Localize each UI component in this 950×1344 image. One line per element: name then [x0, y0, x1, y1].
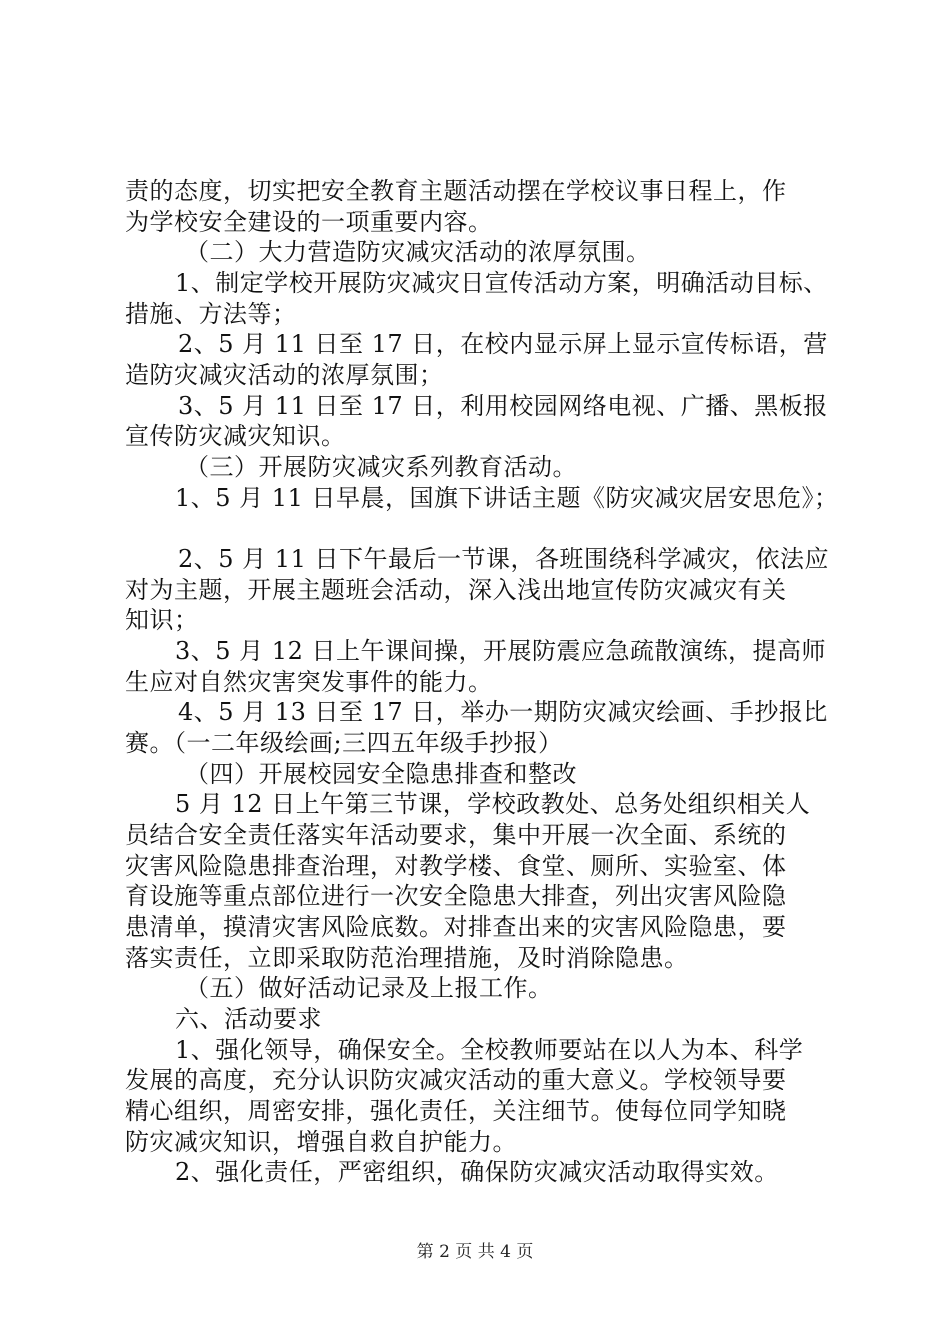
section-heading: （三）开展防灾减灾系列教育活动。 — [185, 453, 577, 481]
text-line: 2、5 月 11 日下午最后一节课，各班围绕科学减灾，依法应 — [178, 545, 829, 573]
text-line: 1、强化领导，确保安全。全校教师要站在以人为本、科学 — [175, 1036, 804, 1064]
section-heading: 六、活动要求 — [175, 1005, 322, 1033]
text-line: 精心组织，周密安排，强化责任，关注细节。使每位同学知晓 — [125, 1097, 787, 1125]
text-line: 造防灾减灾活动的浓厚氛围； — [125, 361, 444, 389]
text-line: 宣传防灾减灾知识。 — [125, 422, 346, 450]
page-number-footer: 第 2 页 共 4 页 — [416, 1242, 534, 1262]
text-line: 4、5 月 13 日至 17 日，举办一期防灾减灾绘画、手抄报比 — [178, 698, 828, 726]
text-line: 灾害风险隐患排查治理，对教学楼、食堂、厕所、实验室、体 — [125, 852, 787, 880]
text-line: 生应对自然灾害突发事件的能力。 — [125, 668, 493, 696]
text-line: 3、5 月 11 日至 17 日，利用校园网络电视、广播、黑板报 — [178, 392, 828, 420]
text-line: 患清单，摸清灾害风险底数。对排查出来的灾害风险隐患，要 — [125, 913, 787, 941]
text-line: 育设施等重点部位进行一次安全隐患大排查，列出灾害风险隐 — [125, 882, 787, 910]
text-line: 措施、方法等； — [125, 300, 297, 328]
section-heading: （五）做好活动记录及上报工作。 — [185, 974, 553, 1002]
section-heading: （二）大力营造防灾减灾活动的浓厚氛围。 — [185, 238, 651, 266]
text-line: 防灾减灾知识，增强自救自护能力。 — [125, 1128, 517, 1156]
text-line: 员结合安全责任落实年活动要求，集中开展一次全面、系统的 — [125, 821, 787, 849]
text-line: 为学校安全建设的一项重要内容。 — [125, 208, 493, 236]
text-line: 1、5 月 11 日早晨，国旗下讲话主题《防灾减灾居安思危》； — [175, 484, 839, 512]
text-line: 2、5 月 11 日至 17 日，在校内显示屏上显示宣传标语，营 — [178, 330, 828, 358]
text-line: 知识； — [125, 606, 199, 634]
text-line: 3、5 月 12 日上午课间操，开展防震应急疏散演练，提高师 — [175, 637, 826, 665]
text-line: 发展的高度，充分认识防灾减灾活动的重大意义。学校领导要 — [125, 1066, 787, 1094]
text-line: 5 月 12 日上午第三节课，学校政教处、总务处组织相关人 — [175, 790, 811, 818]
text-line: 落实责任，立即采取防范治理措施，及时消除隐患。 — [125, 944, 689, 972]
text-line: 1、制定学校开展防灾减灾日宣传活动方案，明确活动目标、 — [175, 269, 828, 297]
text-line: 2、强化责任，严密组织，确保防灾减灾活动取得实效。 — [175, 1158, 779, 1186]
text-line: 赛。（一二年级绘画;三四五年级手抄报） — [125, 729, 563, 757]
text-line: 对为主题，开展主题班会活动，深入浅出地宣传防灾减灾有关 — [125, 576, 787, 604]
section-heading: （四）开展校园安全隐患排查和整改 — [185, 760, 577, 788]
text-line: 责的态度，切实把安全教育主题活动摆在学校议事日程上，作 — [125, 177, 787, 205]
